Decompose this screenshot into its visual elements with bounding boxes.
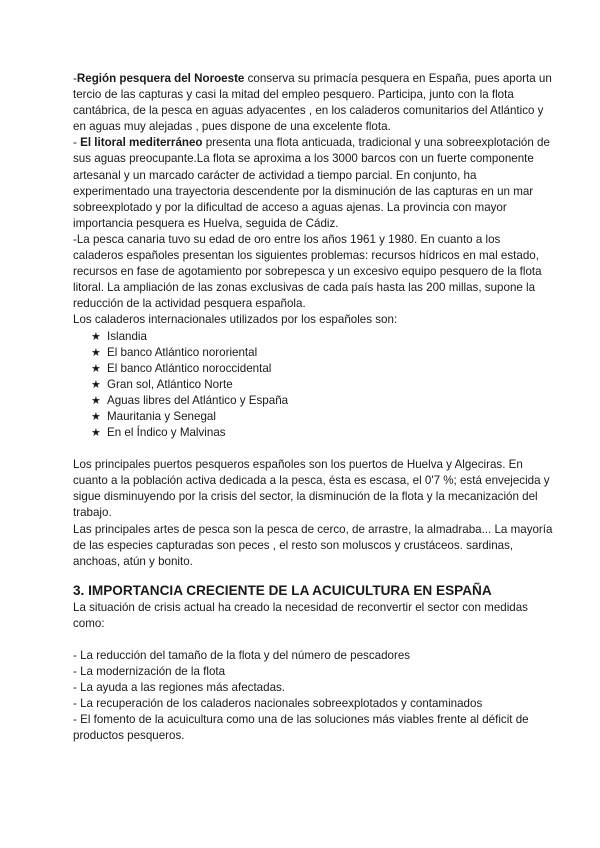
list-item: - La ayuda a las regiones más afectadas. bbox=[73, 681, 286, 695]
medidas-list bbox=[73, 648, 553, 745]
star-icon: ★ bbox=[91, 410, 101, 423]
document-page bbox=[73, 71, 553, 745]
paragraph-noroeste bbox=[73, 71, 553, 135]
paragraph-text: presenta una flota anticuada, tradicional y una sobreexplotación de sus aguas preocupante.La flota se aproxima a los 3000 barcos con un fuerte componente artesanal y un marcado carácter de actividad a tiempo parcial. En conjunto, ha experimentado una trayectoria descendente por la disminución de las capturas en un mar sobreexplotado y por la dificultad de acceso a aguas ajenas. La provincia con mayor importancia pesquera es Huelva, seguida de Cádiz. bbox=[73, 136, 550, 230]
paragraph-mediterraneo bbox=[73, 135, 553, 232]
paragraph-text: conserva su primacía pesquera en España, pues aporta un tercio de las capturas y casi la mitad del empleo pesquero. Participa, junto con la flota cantábrica, de la pesca en aguas adyacentes , en los caladeros comunitarios del Atlántico y en aguas muy alejadas , pues dispone de una excelente flota. bbox=[73, 72, 552, 134]
star-icon: ★ bbox=[91, 427, 101, 440]
paragraph-prefix: - bbox=[73, 136, 81, 150]
list-item: ★ Mauritania y Senegal bbox=[91, 409, 553, 425]
paragraph-canaria: -La pesca canaria tuvo su edad de oro entre los años 1961 y 1980. En cuanto a los caladeros españoles presentan los siguientes problemas: recursos hídricos en mal estado, recursos en fase de agotamiento por sobrepesca y un excesivo equipo pesquero de la flota litoral. La ampliación de las zonas exclusivas de cada país hasta las 200 millas, supone la reducción de la actividad pesquera española. bbox=[73, 232, 542, 311]
spacer bbox=[73, 632, 553, 648]
paragraph-prefix: - bbox=[73, 72, 77, 85]
bold-term-mediterraneo: El litoral mediterráneo bbox=[80, 136, 203, 150]
paragraph-puertos: Los principales puertos pesqueros españoles son los puertos de Huelva y Algeciras. En cuanto a la población activa dedicada a la pesca, ésta es escasa, el 0'7 %; está envejecida y sigue disminuyendo por la crisis del sector, la disminución de la flota y la mecanización del trabajo. bbox=[73, 458, 550, 520]
caladeros-list bbox=[73, 329, 553, 442]
section-heading: 3. IMPORTANCIA CRECIENTE DE LA ACUICULTURA EN ESPAÑA bbox=[73, 582, 492, 598]
paragraph-caladeros-intro: Los caladeros internacionales utilizados por los españoles son: bbox=[73, 313, 398, 327]
star-icon: ★ bbox=[91, 378, 101, 391]
list-item: ★ Aguas libres del Atlántico y España bbox=[91, 393, 553, 409]
spacer bbox=[73, 441, 553, 457]
list-item: ★ El banco Atlántico noroccidental bbox=[91, 361, 553, 377]
list-item: ★ En el Índico y Malvinas bbox=[91, 425, 553, 441]
list-item: - La modernización de la flota bbox=[73, 665, 226, 679]
list-item: - La recuperación de los caladeros nacionales sobreexplotados y contaminados bbox=[73, 697, 483, 711]
star-icon: ★ bbox=[91, 394, 101, 407]
star-icon: ★ bbox=[91, 346, 101, 359]
paragraph-artes: Las principales artes de pesca son la pesca de cerco, de arrastre, la almadraba... La mayoría de las especies capturadas son peces , el resto son moluscos y crustáceos. sardinas, anchoas, atún y bonito. bbox=[73, 522, 553, 568]
paragraph-crisis: La situación de crisis actual ha creado la necesidad de reconvertir el sector con medidas como: bbox=[73, 600, 528, 630]
list-item: ★ Islandia bbox=[91, 329, 553, 345]
list-item: ★ Gran sol, Atlántico Norte bbox=[91, 377, 553, 393]
list-item: - El fomento de la acuicultura como una de las soluciones más viables frente al déficit de productos pesqueros. bbox=[73, 713, 529, 743]
star-icon: ★ bbox=[91, 330, 101, 343]
bold-term-noroeste: Región pesquera del Noroeste bbox=[76, 72, 245, 85]
star-icon: ★ bbox=[91, 362, 101, 375]
list-item: ★ El banco Atlántico nororiental bbox=[91, 345, 553, 361]
list-item: - La reducción del tamaño de la flota y del número de pescadores bbox=[73, 649, 411, 662]
